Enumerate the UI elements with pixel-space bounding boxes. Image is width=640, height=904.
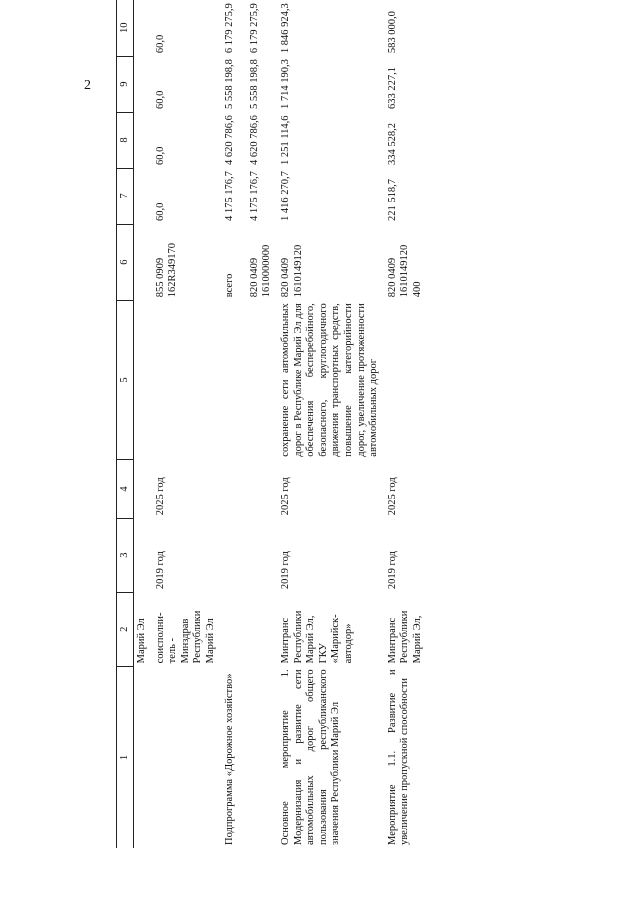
table-cell-col4: 2025 год bbox=[154, 477, 166, 516]
col-header: 2 bbox=[117, 592, 134, 666]
table-cell-col8: 4 620 786,6 4 620 786,6 bbox=[223, 115, 260, 166]
table-cell-col8 bbox=[134, 112, 153, 168]
table-cell-col7: 221 518,7 bbox=[386, 179, 398, 222]
page-number: 2 bbox=[84, 78, 91, 93]
table-cell-col9: 633 227,1 bbox=[386, 67, 398, 110]
table-row bbox=[153, 0, 222, 848]
table-cell-col1: Мероприятие 1.1. Развитие и увеличение пропускной способности bbox=[386, 669, 411, 845]
table-cell-col4 bbox=[222, 460, 278, 519]
table-cell-col10: 1 846 924,3 bbox=[279, 3, 291, 54]
table-row bbox=[385, 0, 429, 848]
col-header: 10 bbox=[117, 0, 134, 56]
table-cell-col2 bbox=[222, 592, 278, 666]
table-cell-col2: соисполни- тель - Минздрав Республики Марий Эл bbox=[154, 610, 216, 664]
table-cell-col1 bbox=[134, 666, 153, 848]
table-cell-col5 bbox=[153, 300, 222, 459]
col-header: 8 bbox=[117, 112, 134, 168]
table-cell-col2: Минтранс Республики Марий Эл, bbox=[386, 610, 423, 664]
table-cell-col5 bbox=[222, 300, 278, 459]
table-cell-col6: 855 0909 162R349170 bbox=[154, 243, 179, 298]
table-cell-col7: 1 416 270,7 bbox=[279, 171, 291, 222]
table-cell-col1: Подпрограмма «Дорожное хозяйство» bbox=[223, 673, 235, 845]
table-cell-col4: 2025 год bbox=[279, 477, 291, 516]
table-cell-col3 bbox=[222, 518, 278, 592]
header-row bbox=[117, 0, 134, 848]
table-cell-col8: 60,0 bbox=[154, 146, 166, 166]
table-cell-col6: 820 0409 1610149120 bbox=[279, 244, 304, 298]
table-cell-col5: сохранение сети автомобильных дорог в Республике Марий Эл для обеспечения бесперебойного, безопасного, круглогодичного движения транспортных средств, повышение категорийности дорог, увеличение протяженности автомобильных дорог bbox=[279, 303, 380, 457]
col-header: 9 bbox=[117, 56, 134, 112]
table-cell-col10: 6 179 275,9 6 179 275,9 bbox=[223, 3, 260, 54]
table-cell-col1: Основное мероприятие 1. Модернизация и развитие сети автомобильных дорог общего пользования республиканского значения Республики Марий Эл bbox=[279, 669, 342, 845]
col-header: 1 bbox=[117, 666, 134, 848]
table-cell-col6 bbox=[134, 224, 153, 300]
col-header: 4 bbox=[117, 460, 134, 519]
table-cell-col3 bbox=[134, 518, 153, 592]
table-cell-col7 bbox=[134, 168, 153, 224]
table-row bbox=[134, 0, 153, 848]
table-cell-col3: 2019 год bbox=[279, 551, 291, 590]
col-header: 5 bbox=[117, 300, 134, 459]
table-cell-col7: 4 175 176,7 4 175 176,7 bbox=[223, 171, 260, 222]
table-cell-col9: 60,0 bbox=[154, 90, 166, 110]
table-cell-col7: 60,0 bbox=[154, 202, 166, 222]
table-cell-col10: 583 000,0 bbox=[386, 11, 398, 54]
table-cell-col2: Минтранс Республики Марий Эл, ГКУ «Марийск- автодор» bbox=[279, 610, 354, 664]
table-cell-col10 bbox=[134, 0, 153, 56]
table-cell-col4: 2025 год bbox=[386, 477, 398, 516]
budget-table bbox=[116, 0, 428, 848]
col-header: 3 bbox=[117, 518, 134, 592]
table-cell-col8: 334 528,2 bbox=[386, 123, 398, 166]
table-row bbox=[222, 0, 278, 848]
table-cell-col5 bbox=[134, 300, 153, 459]
table-cell-col5 bbox=[385, 300, 429, 459]
table-cell-col6: всего 820 0409 1610000000 bbox=[223, 244, 273, 298]
col-header: 7 bbox=[117, 168, 134, 224]
table-cell-col9 bbox=[134, 56, 153, 112]
table-cell-col9: 1 714 190,3 bbox=[279, 59, 291, 110]
table-cell-col3: 2019 год bbox=[386, 551, 398, 590]
table-row bbox=[278, 0, 385, 848]
table-cell-col4 bbox=[134, 460, 153, 519]
col-header: 6 bbox=[117, 224, 134, 300]
table-cell-col3: 2019 год bbox=[154, 551, 166, 590]
table-cell-col1 bbox=[153, 666, 222, 848]
table-cell-col2: Марий Эл bbox=[136, 618, 147, 664]
table-cell-col10: 60,0 bbox=[154, 34, 166, 54]
table-cell-col8: 1 251 114,6 bbox=[279, 115, 291, 166]
table-cell-col6: 820 0409 1610149120 400 bbox=[386, 244, 423, 298]
table-cell-col9: 5 558 198,8 5 558 198,8 bbox=[223, 59, 260, 110]
